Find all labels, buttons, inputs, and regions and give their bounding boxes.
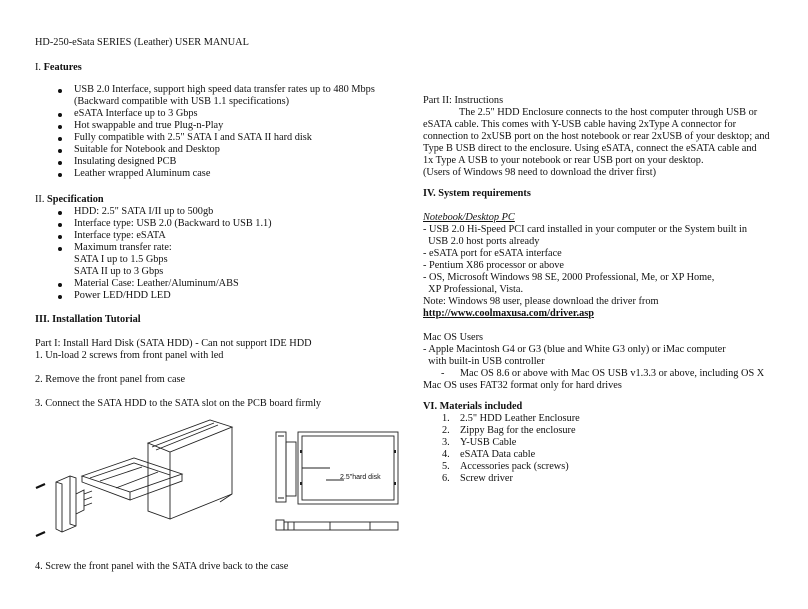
features-number: I. — [35, 62, 42, 73]
materials-number: 3. — [442, 437, 450, 448]
materials-item: Accessories pack (screws) — [460, 461, 569, 472]
materials-number: 1. — [442, 413, 450, 424]
requirement-line: USB 2.0 host ports already — [423, 236, 540, 247]
bullet-icon — [58, 137, 62, 141]
spec-item: Interface type: eSATA — [74, 230, 166, 241]
feature-item: (Backward compatible with USB 1.1 specifications) — [74, 96, 290, 107]
instructions-line: (Users of Windows 98 need to download the driver first) — [423, 167, 657, 178]
installation-line: 1. Un-load 2 screws from front panel with led — [35, 350, 224, 361]
instructions-line: 1x Type A USB to your notebook or rear USB port on your desktop. — [423, 155, 704, 166]
driver-download-link[interactable]: http://www.coolmaxusa.com/driver.asp — [423, 308, 594, 319]
feature-item: USB 2.0 Interface, support high speed data transfer rates up to 480 Mbps — [74, 84, 375, 95]
spec-item: Interface type: USB 2.0 (Backward to USB 1.1) — [74, 218, 272, 229]
materials-item: Screw driver — [460, 473, 513, 484]
materials-number: 6. — [442, 473, 450, 484]
instructions-line: Type B USB direct to the enclosure. Using eSATA, connect the eSATA cable and — [423, 143, 757, 154]
mac-requirements-heading: Mac OS Users — [423, 332, 484, 343]
instructions-line: The 2.5" HDD Enclosure connects to the host computer through USB or — [459, 107, 758, 118]
hard-disk-top-view-diagram — [270, 426, 400, 538]
installation-line: 2. Remove the front panel from case — [35, 374, 186, 385]
instructions-line: eSATA cable. This comes with Y-USB cable having 2xType A connector for — [423, 119, 737, 130]
bullet-icon — [58, 223, 62, 227]
bullet-icon — [58, 89, 62, 93]
specification-title: Specification — [47, 194, 104, 205]
specification-heading — [35, 194, 104, 206]
installation-line: 3. Connect the SATA HDD to the SATA slot on the PCB board firmly — [35, 398, 322, 409]
requirement-line: - Apple Macintosh G4 or G3 (blue and White G3 only) or iMac computer — [423, 344, 726, 355]
spec-item: SATA I up to 1.5 Gbps — [74, 254, 168, 265]
requirement-line: - OS, Microsoft Windows 98 SE, 2000 Professional, Me, or XP Home, — [423, 272, 715, 283]
materials-item: 2.5" HDD Leather Enclosure — [460, 413, 580, 424]
bullet-icon — [58, 283, 62, 287]
bullet-icon — [58, 235, 62, 239]
requirement-line: Note: Windows 98 user, please download the driver from — [423, 296, 659, 307]
spec-item: Power LED/HDD LED — [74, 290, 171, 301]
bullet-icon — [58, 295, 62, 299]
bullet-icon — [58, 161, 62, 165]
feature-item: eSATA Interface up to 3 Gbps — [74, 108, 198, 119]
instructions-line: connection to 2xUSB port on the host notebook or rear 2xUSB of your desktop; and — [423, 131, 770, 142]
materials-item: Y-USB Cable — [460, 437, 517, 448]
features-title: Features — [43, 62, 82, 73]
materials-heading: VI. Materials included — [423, 401, 523, 412]
spec-item: Maximum transfer rate: — [74, 242, 172, 253]
materials-item: Zippy Bag for the enclosure — [460, 425, 576, 436]
spec-item: Material Case: Leather/Aluminum/ABS — [74, 278, 239, 289]
pc-requirements-heading: Notebook/Desktop PC — [423, 212, 515, 223]
feature-item: Hot swappable and true Plug-n-Play — [74, 120, 224, 131]
bullet-icon — [58, 149, 62, 153]
bullet-icon — [58, 113, 62, 117]
materials-number: 2. — [442, 425, 450, 436]
hard-disk-label: 2.5"hard disk — [340, 474, 381, 481]
bullet-icon — [58, 247, 62, 251]
features-heading — [35, 62, 82, 74]
installation-line: Part I: Install Hard Disk (SATA HDD) - Can not support IDE HDD — [35, 338, 312, 349]
bullet-icon — [58, 211, 62, 215]
requirement-line: - Pentium X86 processor or above — [423, 260, 564, 271]
bullet-icon — [58, 125, 62, 129]
materials-number: 4. — [442, 449, 450, 460]
enclosure-assembly-diagram — [30, 410, 270, 550]
requirement-line: - USB 2.0 Hi-Speed PCI card installed in your computer or the System built in — [423, 224, 748, 235]
materials-item: eSATA Data cable — [460, 449, 536, 460]
feature-item: Insulating designed PCB — [74, 156, 177, 167]
requirement-line: XP Professional, Vista. — [423, 284, 524, 295]
installation-line: 4. Screw the front panel with the SATA drive back to the case — [35, 561, 289, 572]
materials-number: 5. — [442, 461, 450, 472]
specification-number: II. — [35, 194, 45, 205]
requirement-line: Mac OS uses FAT32 format only for hard drives — [423, 380, 622, 391]
spec-item: HDD: 2.5" SATA I/II up to 500gb — [74, 206, 214, 217]
bullet-icon — [58, 173, 62, 177]
spec-item: SATA II up to 3 Gbps — [74, 266, 164, 277]
installation-heading: III. Installation Tutorial — [35, 314, 141, 325]
requirement-line: - eSATA port for eSATA interface — [423, 248, 562, 259]
requirement-line: - Mac OS 8.6 or above with Mac OS USB v1.3.3 or above, including OS X — [441, 368, 765, 379]
feature-item: Suitable for Notebook and Desktop — [74, 144, 220, 155]
instructions-line: Part II: Instructions — [423, 95, 504, 106]
document-title: HD-250-eSata SERIES (Leather) USER MANUAL — [35, 37, 249, 48]
system-requirements-heading: IV. System requirements — [423, 188, 531, 199]
requirement-line: with built-in USB controller — [423, 356, 545, 367]
feature-item: Leather wrapped Aluminum case — [74, 168, 211, 179]
feature-item: Fully compatible with 2.5" SATA I and SATA II hard disk — [74, 132, 312, 143]
